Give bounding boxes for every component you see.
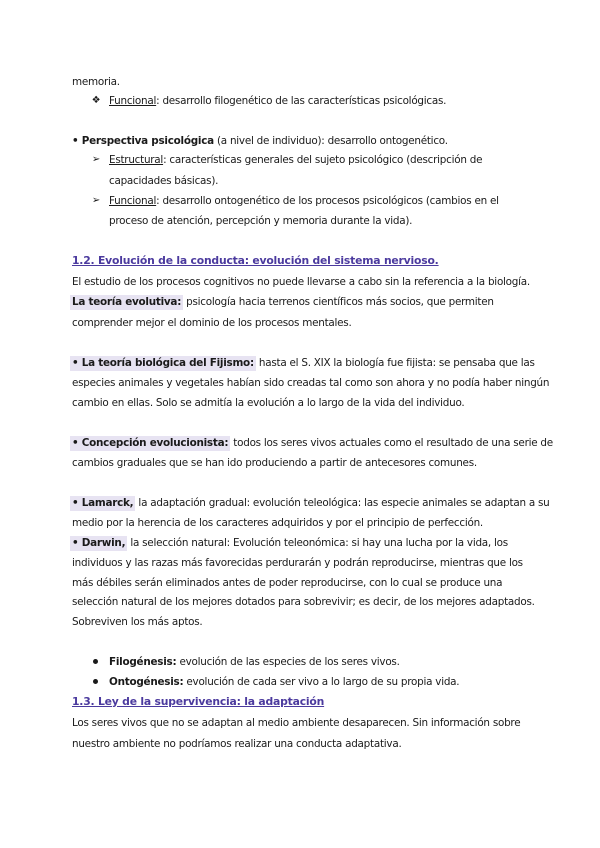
text-line: • Perspectiva psicológica (a nivel de individuo): desarrollo ontogenético. [72,135,448,147]
text-line: medio por la herencia de los caracteres adquiridos y por el principio de perfección. [72,517,483,529]
arrow-bullet-icon: ➢ [91,195,101,206]
text-line: Sobreviven los más aptos. [72,616,203,628]
section-heading: 1.3. Ley de la supervivencia: la adaptación [72,695,325,708]
text-line: Ontogénesis: evolución de cada ser vivo a lo largo de su propia vida. [109,676,460,688]
text-line: individuos y las razas más favorecidas perdurarán y podrán reproducirse, mientras que los [72,557,523,569]
text-line: especies animales y vegetales habían sido creadas tal como son ahora y no podía haber ningún [72,377,550,389]
text-line: memoria. [72,76,120,88]
text-line: El estudio de los procesos cognitivos no puede llevarse a cabo sin la referencia a la biología. [72,276,530,288]
text-line: cambios graduales que se han ido produciendo a partir de antecesores comunes. [72,457,477,469]
text-line: Funcional: desarrollo filogenético de las características psicológicas. [109,95,447,107]
text-line: más débiles serán eliminados antes de poder reproducirse, con lo cual se produce una [72,577,503,589]
text-line: Los seres vivos que no se adaptan al medio ambiente desaparecen. Sin información sobre [72,717,521,729]
text-line: • Lamarck, la adaptación gradual: evolución teleológica: las especie animales se adaptan a su [72,497,550,509]
text-line: cambio en ellas. Solo se admitía la evolución a lo largo de la vida del individuo. [72,397,465,409]
text-line: • Darwin, la selección natural: Evolución teleonómica: si hay una lucha por la vida, los [72,537,508,549]
text-line: • La teoría biológica del Fijismo: hasta el S. XIX la biología fue fijista: se pensaba que las [72,357,535,369]
text-line: Estructural: características generales del sujeto psicológico (descripción de [109,154,483,166]
text-line: • Concepción evolucionista: todos los seres vivos actuales como el resultado de una serie de [72,437,553,449]
text-line: Filogénesis: evolución de las especies de los seres vivos. [109,656,400,668]
text-line: proceso de atención, percepción y memoria durante la vida). [109,215,413,227]
text-line: La teoría evolutiva: psicología hacia terrenos científicos más socios, que permiten [72,296,494,308]
text-line: capacidades básicas). [109,175,219,187]
text-line: nuestro ambiente no podríamos realizar una conducta adaptativa. [72,738,402,750]
bullet-dot-icon [93,679,98,684]
section-heading: 1.2. Evolución de la conducta: evolución del sistema nervioso. [72,254,439,267]
arrow-bullet-icon: ➢ [91,154,101,165]
text-line: selección natural de los mejores dotados para sobrevivir; es decir, de los mejores adaptados. [72,596,535,608]
text-line: Funcional: desarrollo ontogenético de los procesos psicológicos (cambios en el [109,195,499,207]
diamond-bullet-icon: ❖ [91,95,101,106]
bullet-dot-icon [93,659,98,664]
text-line: comprender mejor el dominio de los procesos mentales. [72,317,352,329]
